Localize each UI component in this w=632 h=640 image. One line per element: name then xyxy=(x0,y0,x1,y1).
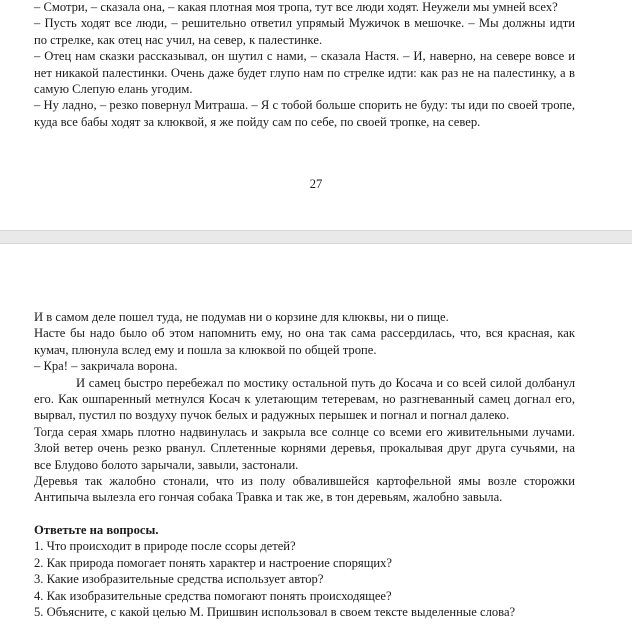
page-bottom-text xyxy=(34,309,575,620)
paragraph: – Кра! – закричала ворона. xyxy=(34,359,178,374)
paragraph: Тогда серая хмарь плотно надвинулась и закрыла все солнце со всеми его живительными лучами. Злой ветер очень резко рванул. Сплетенные корнями деревья, прокалывая друг друга сучьями, на все Блудово болото зарычали, завыли, застонали. xyxy=(34,424,575,472)
question-item: 4. Как изобразительные средства помогают понять происходящее? xyxy=(34,588,392,603)
paragraph: – Отец нам сказки рассказывал, он шутил с нами, – сказала Настя. – И, наверно, на севере вовсе и нет никакой палестинки. Очень даже будет глупо нам по стрелке идти: как раз не на палестинку, а в самую Слепую елань угодим. xyxy=(34,49,575,97)
paragraph: И самец быстро перебежал по мостику остальной путь до Косача и со всей силой долбанул его. Как ошпаренный метнулся Косач к улетающим тетеревам, но разгневанный самец догнал его, вырвал, пустил по воздуху пучок белых и радужных перышек и погнал и погнал далеко. xyxy=(34,375,575,423)
paragraph: И в самом деле пошел туда, не подумав ни о корзине для клюквы, ни о пище. xyxy=(34,310,449,324)
page-top-text xyxy=(34,0,575,130)
paragraph: Деревья так жалобно стонали, что из полу обвалившейся картофельной ямы возле сторожки Антипыча вылезла его гончая собака Травка и так же, в тон деревьям, жалобно завыла. xyxy=(34,474,575,505)
document-page-bottom xyxy=(0,244,632,640)
question-item: 3. Какие изобразительные средства использует автор? xyxy=(34,572,324,587)
question-item: 1. Что происходит в природе после ссоры детей? xyxy=(34,539,296,554)
question-item: 5. Объясните, с какой целью М. Пришвин использовал в своем тексте выделенные слова? xyxy=(34,604,516,619)
document-page-top xyxy=(0,0,632,230)
paragraph: – Ну ладно, – резко повернул Митраша. – Я с тобой больше спорить не буду: ты иди по своей тропе, куда все бабы ходят за клюквой, я же пойду сам по себе, по своей тропке, на север. xyxy=(34,98,575,129)
question-item: 2. Как природа помогает понять характер и настроение спорящих? xyxy=(34,555,393,570)
paragraph: – Смотри, – сказала она, – какая плотная моя тропа, тут все люди ходят. Неужели мы умней всех? xyxy=(34,0,558,14)
page-separator xyxy=(0,230,632,244)
paragraph: – Пусть ходят все люди, – решительно ответил упрямый Мужичок в мешочке. – Мы должны идти по стрелке, как отец нас учил, на север, к палестинке. xyxy=(34,16,575,47)
paragraph: Насте бы надо было об этом напомнить ему, но она так сама рассердилась, что, вся красная, как кумач, плюнула вслед ему и пошла за клюквой по общей тропе. xyxy=(34,326,575,357)
questions-list xyxy=(34,538,575,620)
questions-heading: Ответьте на вопросы. xyxy=(34,522,159,537)
page-number: 27 xyxy=(309,177,323,191)
